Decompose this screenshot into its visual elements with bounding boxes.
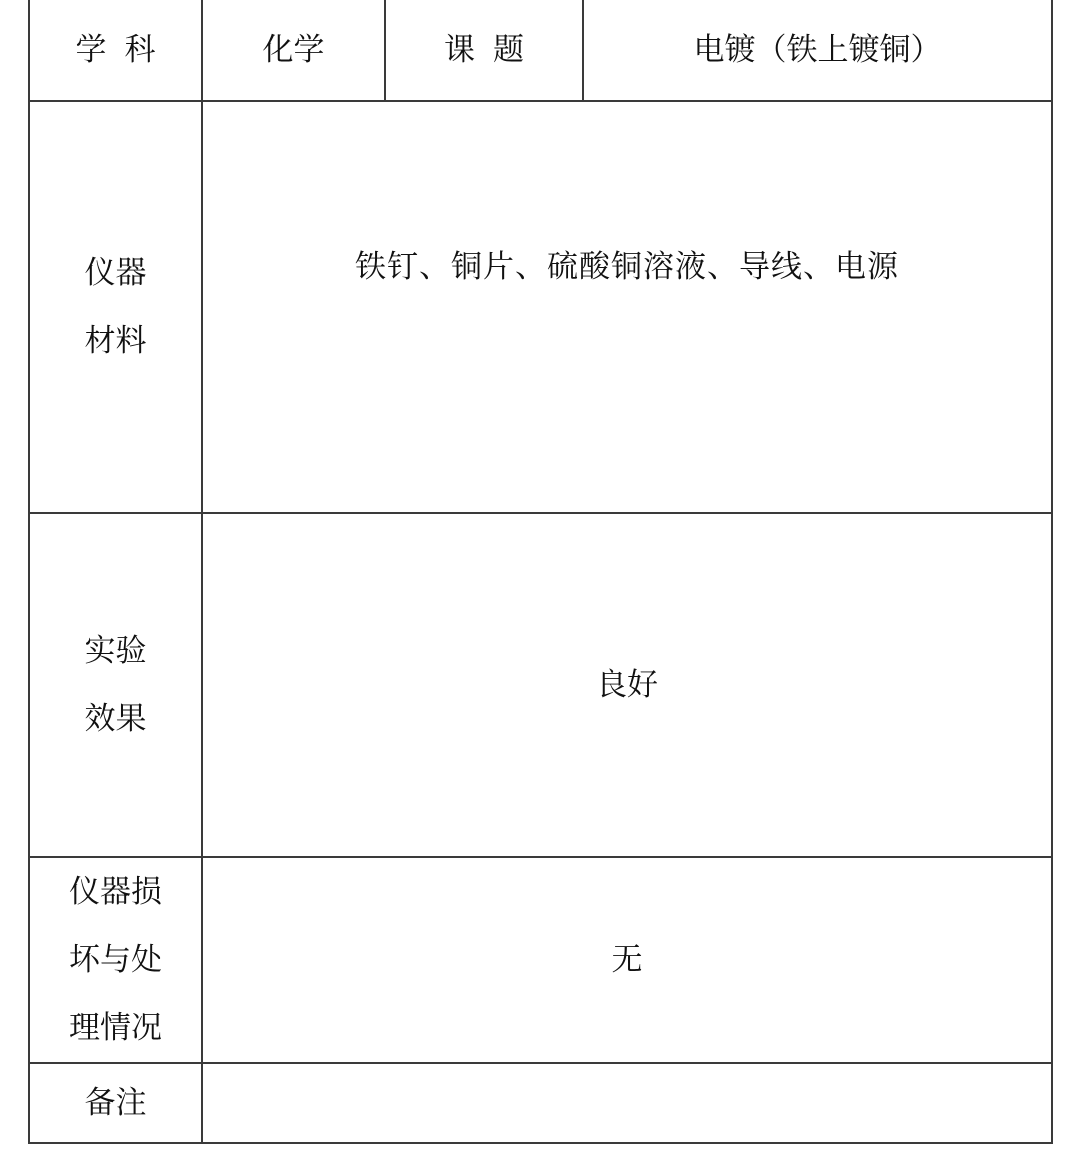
effect-label-cell: [29, 513, 202, 857]
effect-label-line1: 实验: [84, 633, 147, 669]
damage-label-cell: [29, 857, 202, 1063]
topic-label: 课题: [444, 31, 542, 68]
remark-label: 备注: [84, 1084, 147, 1121]
damage-label-line2: 坏与处: [69, 942, 162, 978]
effect-row: [29, 513, 1052, 857]
materials-value: 铁钉、铜片、硫酸铜溶液、导线、电源: [355, 248, 899, 285]
topic-value-cell: [583, 0, 1052, 101]
header-row: [29, 0, 1052, 101]
damage-label: [69, 858, 162, 1062]
damage-label-line3: 理情况: [69, 1010, 162, 1046]
remark-label-cell: [29, 1063, 202, 1143]
subject-label: 学科: [75, 31, 174, 68]
subject-value: 化学: [262, 31, 325, 68]
materials-label-line2: 材料: [84, 323, 147, 359]
effect-label-line2: 效果: [84, 701, 147, 737]
topic-value: 电镀（铁上镀铜）: [693, 31, 942, 68]
materials-value-cell: [202, 101, 1052, 513]
remark-value-cell: [202, 1063, 1052, 1143]
effect-value-cell: [202, 513, 1052, 857]
materials-label-line1: 仪器: [84, 255, 147, 291]
damage-value-cell: [202, 857, 1052, 1063]
effect-label: [85, 617, 147, 753]
effect-value: 良好: [596, 666, 658, 703]
remark-row: [29, 1063, 1052, 1143]
damage-label-line1: 仪器损: [69, 874, 162, 910]
damage-row: [29, 857, 1052, 1063]
experiment-record-table: [28, 0, 1053, 1144]
damage-value: 无: [611, 941, 643, 978]
materials-row: [29, 101, 1052, 513]
subject-value-cell: [202, 0, 385, 101]
materials-label-cell: [29, 101, 202, 513]
materials-label: [85, 239, 147, 375]
topic-label-cell: [385, 0, 583, 101]
subject-label-cell: [29, 0, 202, 101]
